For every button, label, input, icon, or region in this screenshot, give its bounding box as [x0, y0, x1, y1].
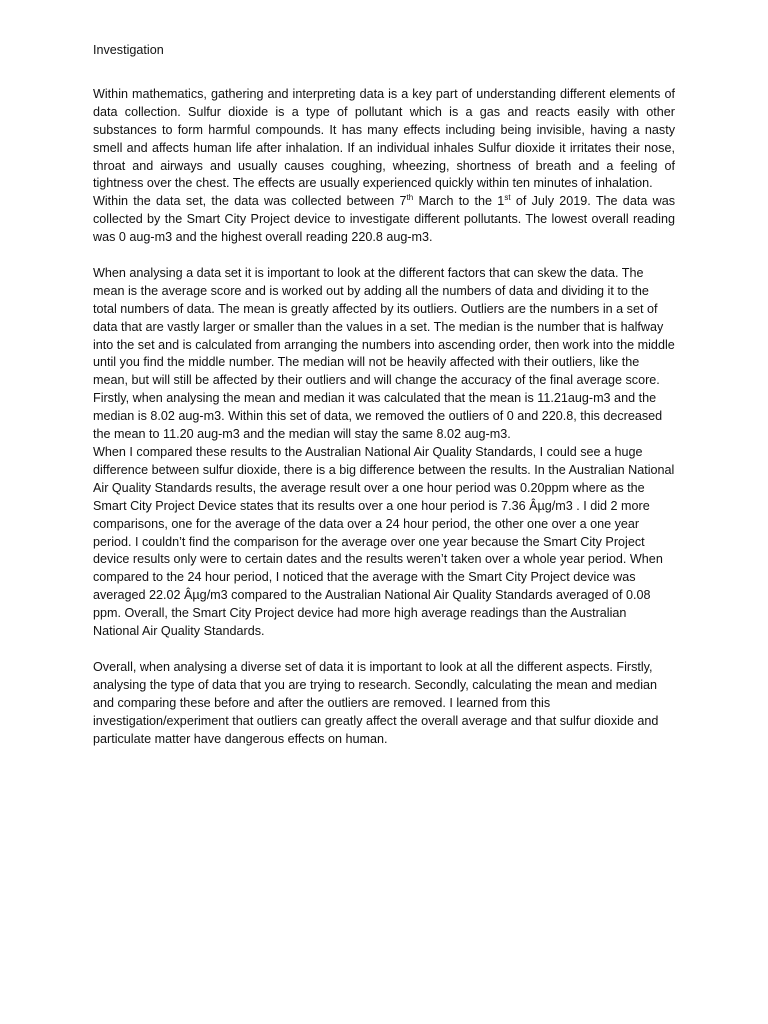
comparison-paragraph: When I compared these results to the Australian National Air Quality Standards, I could see a huge difference between sulfur dioxide, there is a big difference between the results. In the Australian National Air Quality Standards results, the average result over a one hour period was 0.20ppm where as the Smart City Project Device states that its results over a one hour period is 7.36 Âµg/m3 . I did 2 more comparisons, one for the average of the data over a 24 hour period, the other one over a one year period. I couldn’t find the comparison for the average over one year because the Smart City Project device results only were to certain dates and the results weren’t taken over a whole year period. When compared to the 24 hour period, I noticed that the average with the Smart City Project device was averaged 22.02 Âµg/m3 compared to the Australian National Air Quality Standards averaged of 0.08 ppm. Overall, the Smart City Project device had more high average readings than the Australian National Air Quality Standards. [93, 445, 675, 639]
document-page [93, 42, 675, 748]
analysis-paragraph: When analysing a data set it is important to look at the different factors that can skew the data. The mean is the average score and is worked out by adding all the numbers of data and dividing it to the total numbers of data. The mean is greatly affected by its outliers. Outliers are the numbers in a set of data that are vastly larger or smaller than the values in a set. The median is the number that is halfway into the set and is calculated from arranging the numbers into ascending order, then work into the middle until you find the middle number. The median will not be heavily affected with their outliers, like the mean, but will still be affected by their outliers and will change the accuracy of the final average score. Firstly, when analysing the mean and median it was calculated that the mean is 11.21aug-m3 and the median is 8.02 aug-m3. Within this set of data, we removed the outliers of 0 and 220.8, this decreased the mean to 11.20 aug-m3 and the median will stay the same 8.02 aug-m3. [93, 265, 675, 442]
data-collection-paragraph [93, 193, 675, 247]
conclusion-paragraph: Overall, when analysing a diverse set of data it is important to look at all the different aspects. Firstly, analysing the type of data that you are trying to research. Secondly, calculating the mean and median and comparing these before and after the outliers are removed. I learned from this investigation/experiment that outliers can greatly affect the overall average and that sulfur dioxide and particulate matter have dangerous effects on human. [93, 659, 659, 746]
ordinal-suffix-st: st [504, 193, 511, 203]
ordinal-suffix-th: th [406, 193, 414, 203]
paragraph-gap [93, 247, 675, 265]
intro-paragraph: Within mathematics, gathering and interpreting data is a key part of understanding different elements of data collection. Sulfur dioxide is a type of pollutant which is a gas and reacts easily with other substances to form harmful compounds. It has many effects including being invisible, having a nasty smell and affects human life after inhalation. If an individual inhales Sulfur dioxide it irritates their nose, throat and airways and usually causes coughing, wheezing, shortness of breath and a feeling of tightness over the chest. The effects are usually experienced quickly within ten minutes of inhalation. [93, 86, 675, 191]
document-title: Investigation [93, 43, 164, 57]
data-collection-text-a: Within the data set, the data was collected between 7 [93, 194, 407, 209]
paragraph-gap [93, 641, 675, 659]
data-collection-text-b: March to the 1 [413, 194, 505, 209]
data-collection-text-c: of July 2019. The data was collected by the Smart City Project device to investigate different pollutants. The lowest overall reading was 0 aug-m3 and the highest overall reading 220.8 aug-m3. [93, 194, 675, 245]
